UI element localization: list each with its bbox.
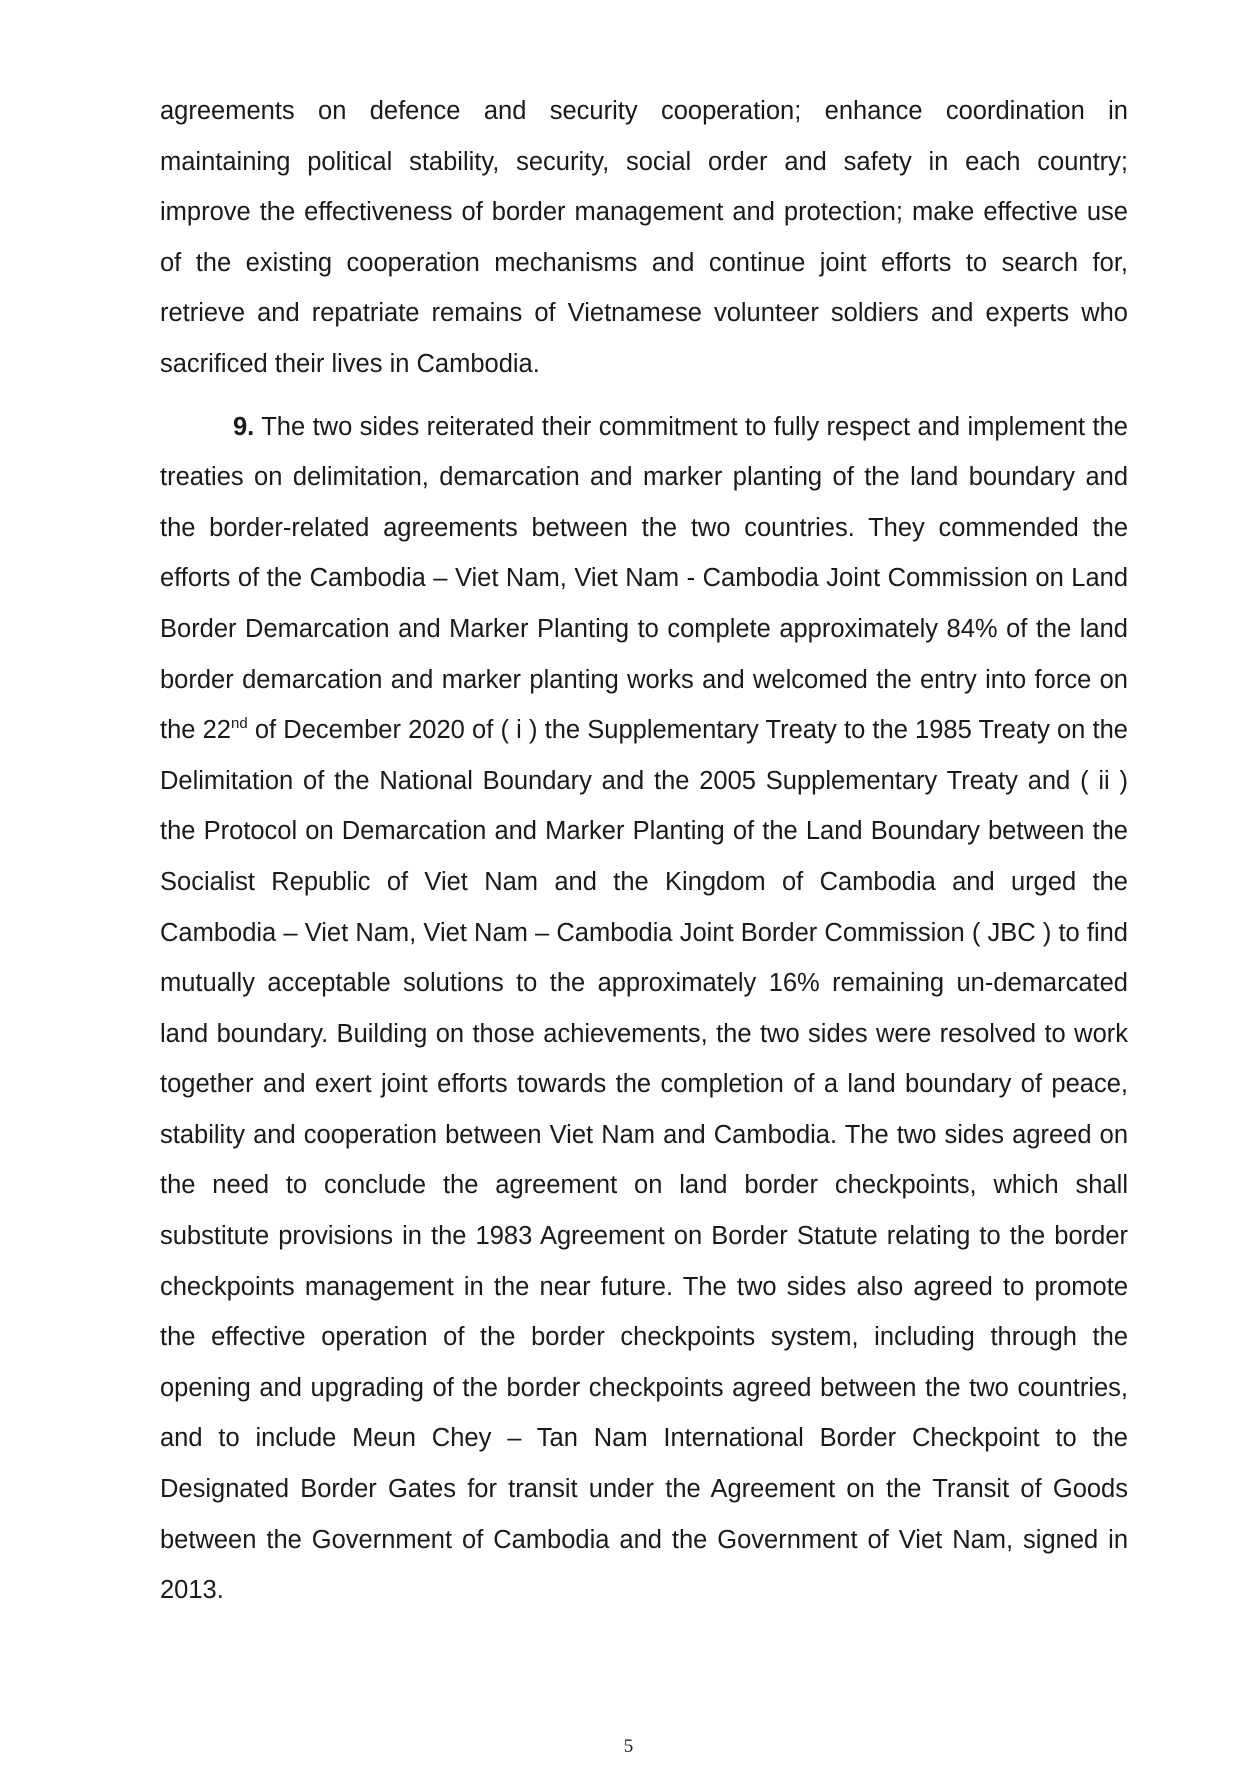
document-body: [160, 86, 1128, 1616]
page-number: 5: [623, 1736, 634, 1757]
paragraph-number: 9.: [233, 412, 255, 441]
paragraph-9-text-end: of December 2020 of ( i ) the Supplementary Treaty to the 1985 Treaty on the Delimitation of the National Boundary and the 2005 Supplementary Treaty and ( ii ) the Protocol on Demarcation and Marker Planting of the Land Boundary between the Socialist Republic of Viet Nam and the Kingdom of Cambodia and urged the Cambodia – Viet Nam, Viet Nam – Cambodia Joint Border Commission ( JBC ) to find mutually acceptable solutions to the approximately 16% remaining un-demarcated land boundary. Building on those achievements, the two sides were resolved to work together and exert joint efforts towards the completion of a land boundary of peace, stability and cooperation between Viet Nam and Cambodia. The two sides agreed on the need to conclude the agreement on land border checkpoints, which shall substitute provisions in the 1983 Agreement on Border Statute relating to the border checkpoints management in the near future. The two sides also agreed to promote the effective operation of the border checkpoints system, including through the opening and upgrading of the border checkpoints agreed between the two countries, and to include Meun Chey – Tan Nam International Border Checkpoint to the Designated Border Gates for transit under the Agreement on the Transit of Goods between the Government of Cambodia and the Government of Viet Nam, signed in 2013.: [160, 716, 1128, 1605]
paragraph-9-text-start: The two sides reiterated their commitment to fully respect and implement the treaties on delimitation, demarcation and marker planting of the land boundary and the border-related agreements between the two countries. They commended the efforts of the Cambodia – Viet Nam, Viet Nam - Cambodia Joint Commission on Land Border Demarcation and Marker Planting to complete approximately 84% of the land border demarcation and marker planting works and welcomed the entry into force on the 22: [160, 412, 1128, 745]
paragraph-8-continued: agreements on defence and security cooperation; enhance coordination in maintaining political stability, security, social order and safety in each country; improve the effectiveness of border management and protection; make effective use of the existing cooperation mechanisms and continue joint efforts to search for, retrieve and repatriate remains of Vietnamese volunteer soldiers and experts who sacrificed their lives in Cambodia.: [160, 97, 1128, 378]
ordinal-superscript: nd: [231, 715, 248, 733]
paragraph-9: [160, 402, 1128, 1616]
